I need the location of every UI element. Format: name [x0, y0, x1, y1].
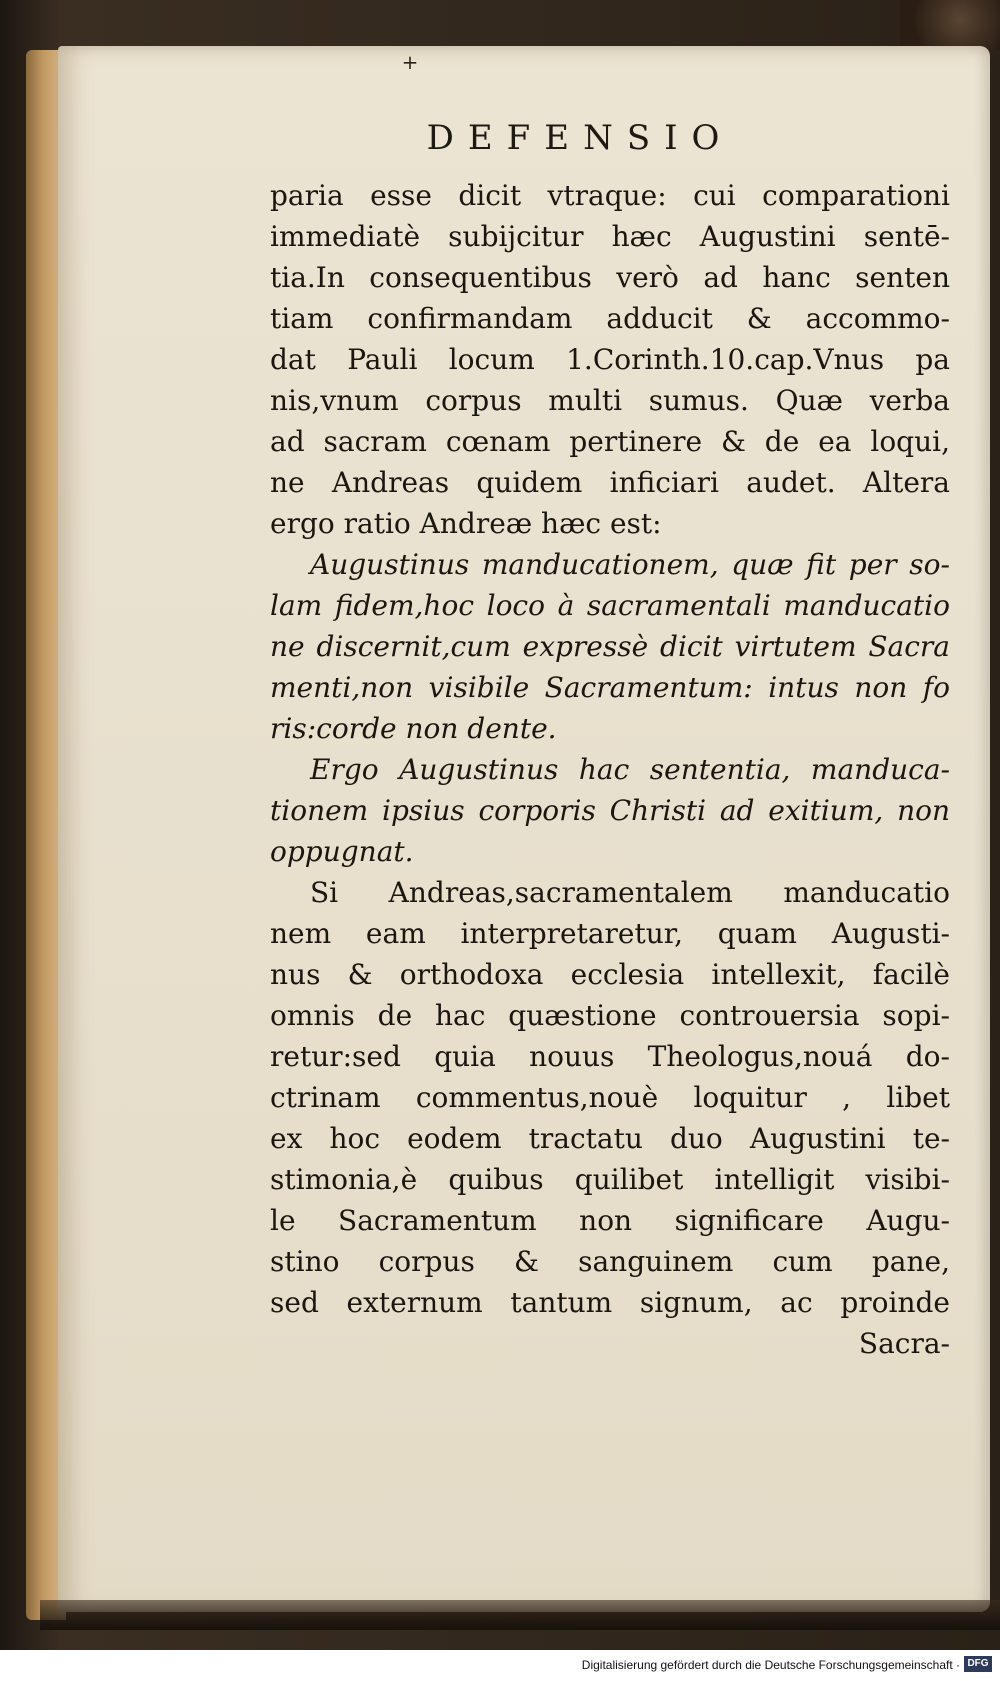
text-line: ne Andreas quidem inficiari audet. Altera [270, 466, 950, 499]
text-line: oppugnat. [270, 835, 414, 868]
text-line: Augustinus manducationem, quæ fit per so- [310, 548, 950, 581]
page-mark: + [401, 50, 419, 74]
text-line: tiam confirmandam adducit & accommo- [270, 302, 950, 335]
text-line: le Sacramentum non significare Augu- [270, 1204, 950, 1237]
text-line: stimonia,è quibus quilibet intelligit visibi- [270, 1163, 950, 1196]
text-line: ex hoc eodem tractatu duo Augustini te- [270, 1122, 950, 1155]
text-line: ne discernit,cum expressè dicit virtutem Sacra [270, 630, 950, 663]
catchword: Sacra- [858, 1327, 950, 1360]
page-text [270, 175, 950, 1364]
text-line: ris:corde non dente. [270, 712, 557, 745]
text-line: ergo ratio Andreæ hæc est: [270, 507, 662, 540]
text-line: lam fidem,hoc loco à sacramentali manducatio [270, 589, 950, 622]
text-line: retur:sed quia nouus Theologus,nouá do- [270, 1040, 950, 1073]
binding-corner [900, 0, 1000, 50]
text-line: nem eam interpretaretur, quam Augusti- [270, 917, 950, 950]
running-head: DEFENSIO [426, 118, 734, 158]
text-line: tia.In consequentibus verò ad hanc senten [270, 261, 950, 294]
footer-credit: Digitalisierung gefördert durch die Deutsche Forschungsgemeinschaft · [581, 1658, 960, 1672]
text-line: omnis de hac quæstione controuersia sopi- [270, 999, 950, 1032]
text-line: paria esse dicit vtraque: cui comparationi [270, 179, 950, 212]
text-line: Si Andreas,sacramentalem manducatio [310, 876, 950, 909]
text-line: ad sacram cœnam pertinere & de ea loqui, [270, 425, 950, 458]
text-line: sed externum tantum signum, ac proinde [270, 1286, 950, 1319]
page-bottom-shadow [40, 1600, 1000, 1630]
text-line: nis,vnum corpus multi sumus. Quæ verba [270, 384, 950, 417]
text-line: menti,non visibile Sacramentum: intus non fo [270, 671, 950, 704]
text-line: dat Pauli locum 1.Corinth.10.cap.Vnus pa [270, 343, 950, 376]
text-line: immediatè subijcitur hæc Augustini sentē- [270, 220, 950, 253]
text-line: tionem ipsius corporis Christi ad exitium, non [270, 794, 950, 827]
text-line: Ergo Augustinus hac sententia, manduca- [310, 753, 950, 786]
text-line: nus & orthodoxa ecclesia intellexit, facilè [270, 958, 950, 991]
dfg-logo: DFG [964, 1656, 992, 1672]
text-line: ctrinam commentus,nouè loquitur , libet [270, 1081, 950, 1114]
text-line: stino corpus & sanguinem cum pane, [270, 1245, 950, 1278]
